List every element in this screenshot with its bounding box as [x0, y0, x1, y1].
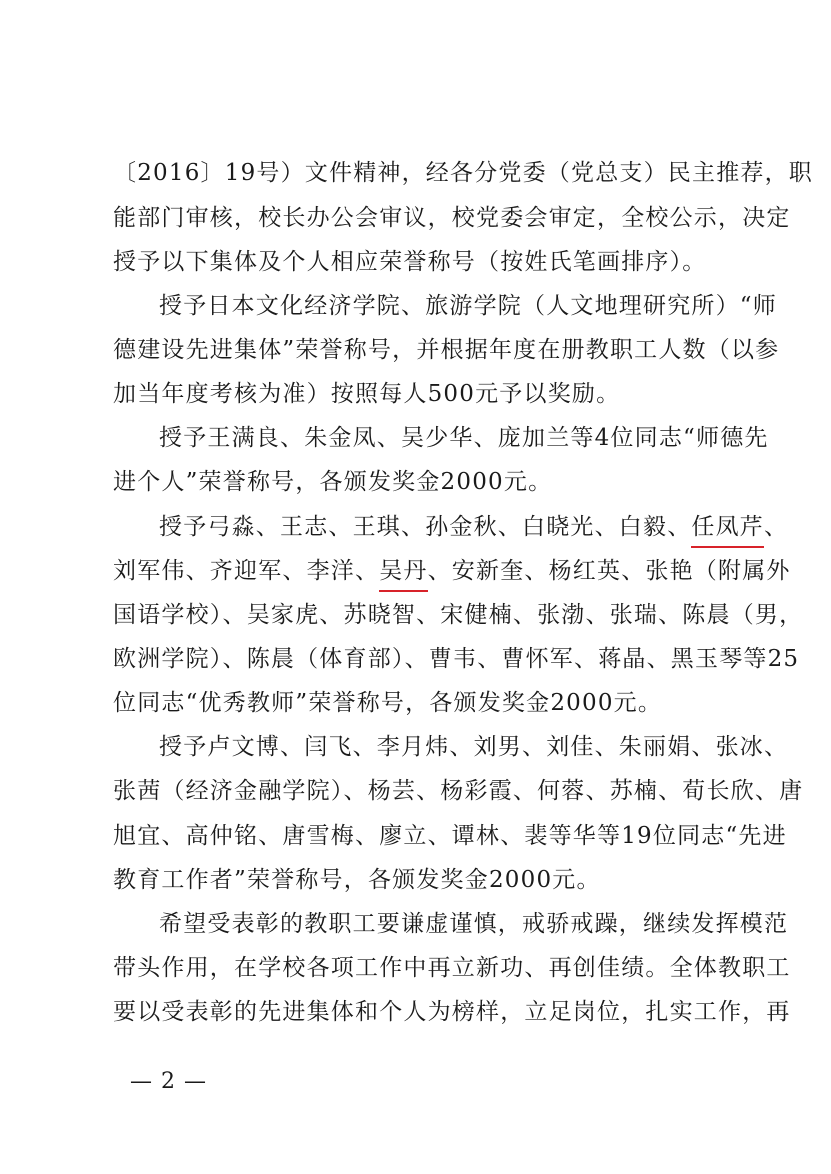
paragraph-line: 授予以下集体及个人相应荣誉称号（按姓氏笔画排序）。 — [113, 249, 707, 275]
paragraph-line: 教育工作者”荣誉称号，各颁发奖金2000元。 — [113, 867, 601, 893]
underlined-name: 任凤芹 — [691, 511, 764, 543]
paragraph-line: 授予王满良、朱金凤、吴少华、庞加兰等4位同志“师德先 — [159, 425, 769, 451]
paragraph-line-with-highlight — [159, 511, 789, 543]
underlined-name: 吴丹 — [379, 555, 427, 587]
paragraph-line: 希望受表彰的教职工要谦虚谨慎，戒骄戒躁，继续发挥模范 — [159, 911, 789, 937]
paragraph-line: 德建设先进集体”荣誉称号，并根据年度在册教职工人数（以参 — [113, 337, 780, 363]
paragraph-line: 授予卢文博、闫飞、李月炜、刘男、刘佳、朱丽娟、张冰、 — [159, 734, 789, 760]
paragraph-line: 要以受表彰的先进集体和个人为榜样，立足岗位，扎实工作，再 — [113, 999, 791, 1025]
paragraph-line: 张茜（经济金融学院）、杨芸、杨彩霞、何蓉、苏楠、荀长欣、唐 — [113, 778, 804, 804]
paragraph-line: 能部门审核，校长办公会审议，校党委会审定，全校公示，决定 — [113, 205, 791, 231]
page-number: — 2 — — [130, 1069, 207, 1094]
paragraph-line: 进个人”荣誉称号，各颁发奖金2000元。 — [113, 469, 553, 495]
paragraph-line: 加当年度考核为准）按照每人500元予以奖励。 — [113, 381, 621, 407]
line-suffix: 、安新奎、杨红英、张艳（附属外 — [427, 558, 791, 584]
paragraph-line: 国语学校）、吴家虎、苏晓智、宋健楠、张渤、张瑞、陈晨（男， — [113, 602, 804, 628]
paragraph-line: 授予日本文化经济学院、旅游学院（人文地理研究所）“师 — [159, 293, 777, 319]
paragraph-line: 带头作用，在学校各项工作中再立新功、再创佳绩。全体教职工 — [113, 955, 791, 981]
line-prefix: 刘军伟、齐迎军、李洋、 — [113, 558, 380, 584]
paragraph-line-with-highlight — [113, 555, 791, 587]
paragraph-line: 位同志“优秀教师”荣誉称号，各颁发奖金2000元。 — [113, 690, 663, 716]
line-suffix: 、 — [764, 514, 789, 540]
line-prefix: 授予弓淼、王志、王琪、孙金秋、白晓光、白毅、 — [159, 514, 692, 540]
paragraph-line: 旭宜、高仲铭、唐雪梅、廖立、谭林、裴等华等19位同志“先进 — [113, 823, 787, 849]
paragraph-line: 〔2016〕19号）文件精神，经各分党委（党总支）民主推荐，职 — [113, 160, 813, 186]
paragraph-line: 欧洲学院）、陈晨（体育部）、曹韦、曹怀军、蒋晶、黑玉琴等25 — [113, 646, 800, 672]
